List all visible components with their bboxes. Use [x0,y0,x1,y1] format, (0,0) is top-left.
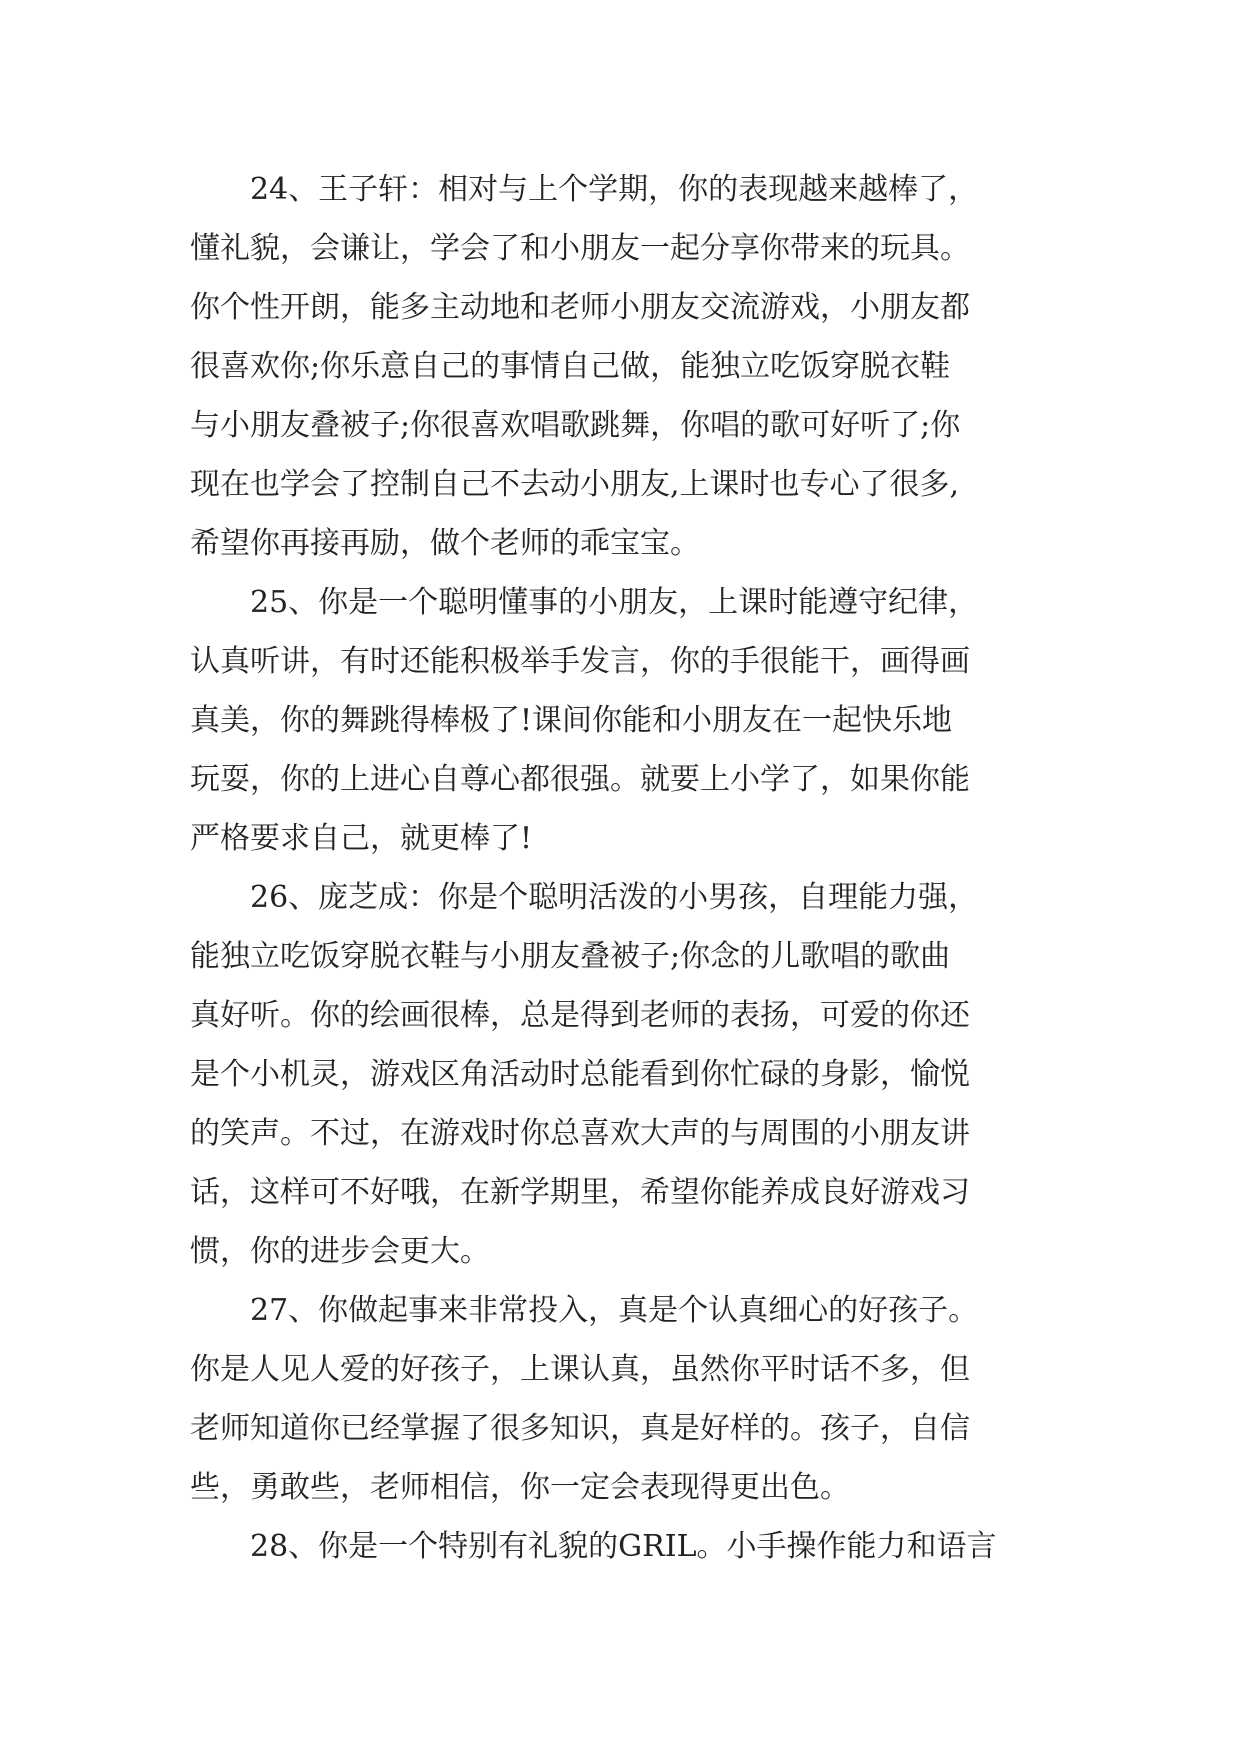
paragraph-line: 老师知道你已经掌握了很多知识，真是好样的。孩子，自信 [190,1411,970,1446]
paragraph-line: 玩耍，你的上进心自尊心都很强。就要上小学了，如果你能 [190,762,970,797]
paragraph-27 [190,1281,1080,1517]
paragraph-line: 认真听讲，有时还能积极举手发言，你的手很能干，画得画 [190,644,970,679]
paragraph-26 [190,868,1080,1281]
paragraph-line: 24、王子轩：相对与上个学期，你的表现越来越棒了， [250,172,979,207]
paragraph-line: 严格要求自己，就更棒了! [190,821,533,856]
paragraph-line: 25、你是一个聪明懂事的小朋友，上课时能遵守纪律， [250,585,979,620]
paragraph-line: 些，勇敢些，老师相信，你一定会表现得更出色。 [190,1470,850,1505]
paragraph-line: 真美，你的舞跳得棒极了!课间你能和小朋友在一起快乐地 [190,703,953,738]
paragraph-line: 话，这样可不好哦，在新学期里，希望你能养成良好游戏习 [190,1175,970,1210]
paragraph-line: 的笑声。不过，在游戏时你总喜欢大声的与周围的小朋友讲 [190,1116,970,1151]
paragraph-line: 27、你做起事来非常投入，真是个认真细心的好孩子。 [250,1293,979,1328]
paragraph-line: 懂礼貌，会谦让，学会了和小朋友一起分享你带来的玩具。 [190,231,970,266]
paragraph-line: 很喜欢你;你乐意自己的事情自己做，能独立吃饭穿脱衣鞋 [190,349,951,384]
paragraph-line: 惯，你的进步会更大。 [190,1234,490,1269]
document-body [190,160,1080,1576]
paragraph-line: 28、你是一个特别有礼貌的GRIL。小手操作能力和语言 [250,1529,997,1564]
paragraph-line: 能独立吃饭穿脱衣鞋与小朋友叠被子;你念的儿歌唱的歌曲 [190,939,951,974]
paragraph-24 [190,160,1080,573]
paragraph-28 [190,1517,1080,1576]
paragraph-line: 26、庞芝成：你是个聪明活泼的小男孩，自理能力强， [250,880,979,915]
paragraph-line: 希望你再接再励，做个老师的乖宝宝。 [190,526,700,561]
paragraph-line: 真好听。你的绘画很棒，总是得到老师的表扬，可爱的你还 [190,998,970,1033]
paragraph-line: 与小朋友叠被子;你很喜欢唱歌跳舞，你唱的歌可好听了;你 [190,408,961,443]
paragraph-line: 你是人见人爱的好孩子，上课认真，虽然你平时话不多，但 [190,1352,970,1387]
paragraph-25 [190,573,1080,868]
paragraph-line: 是个小机灵，游戏区角活动时总能看到你忙碌的身影，愉悦 [190,1057,970,1092]
paragraph-line: 现在也学会了控制自己不去动小朋友,上课时也专心了很多, [190,467,960,502]
paragraph-line: 你个性开朗，能多主动地和老师小朋友交流游戏，小朋友都 [190,290,970,325]
